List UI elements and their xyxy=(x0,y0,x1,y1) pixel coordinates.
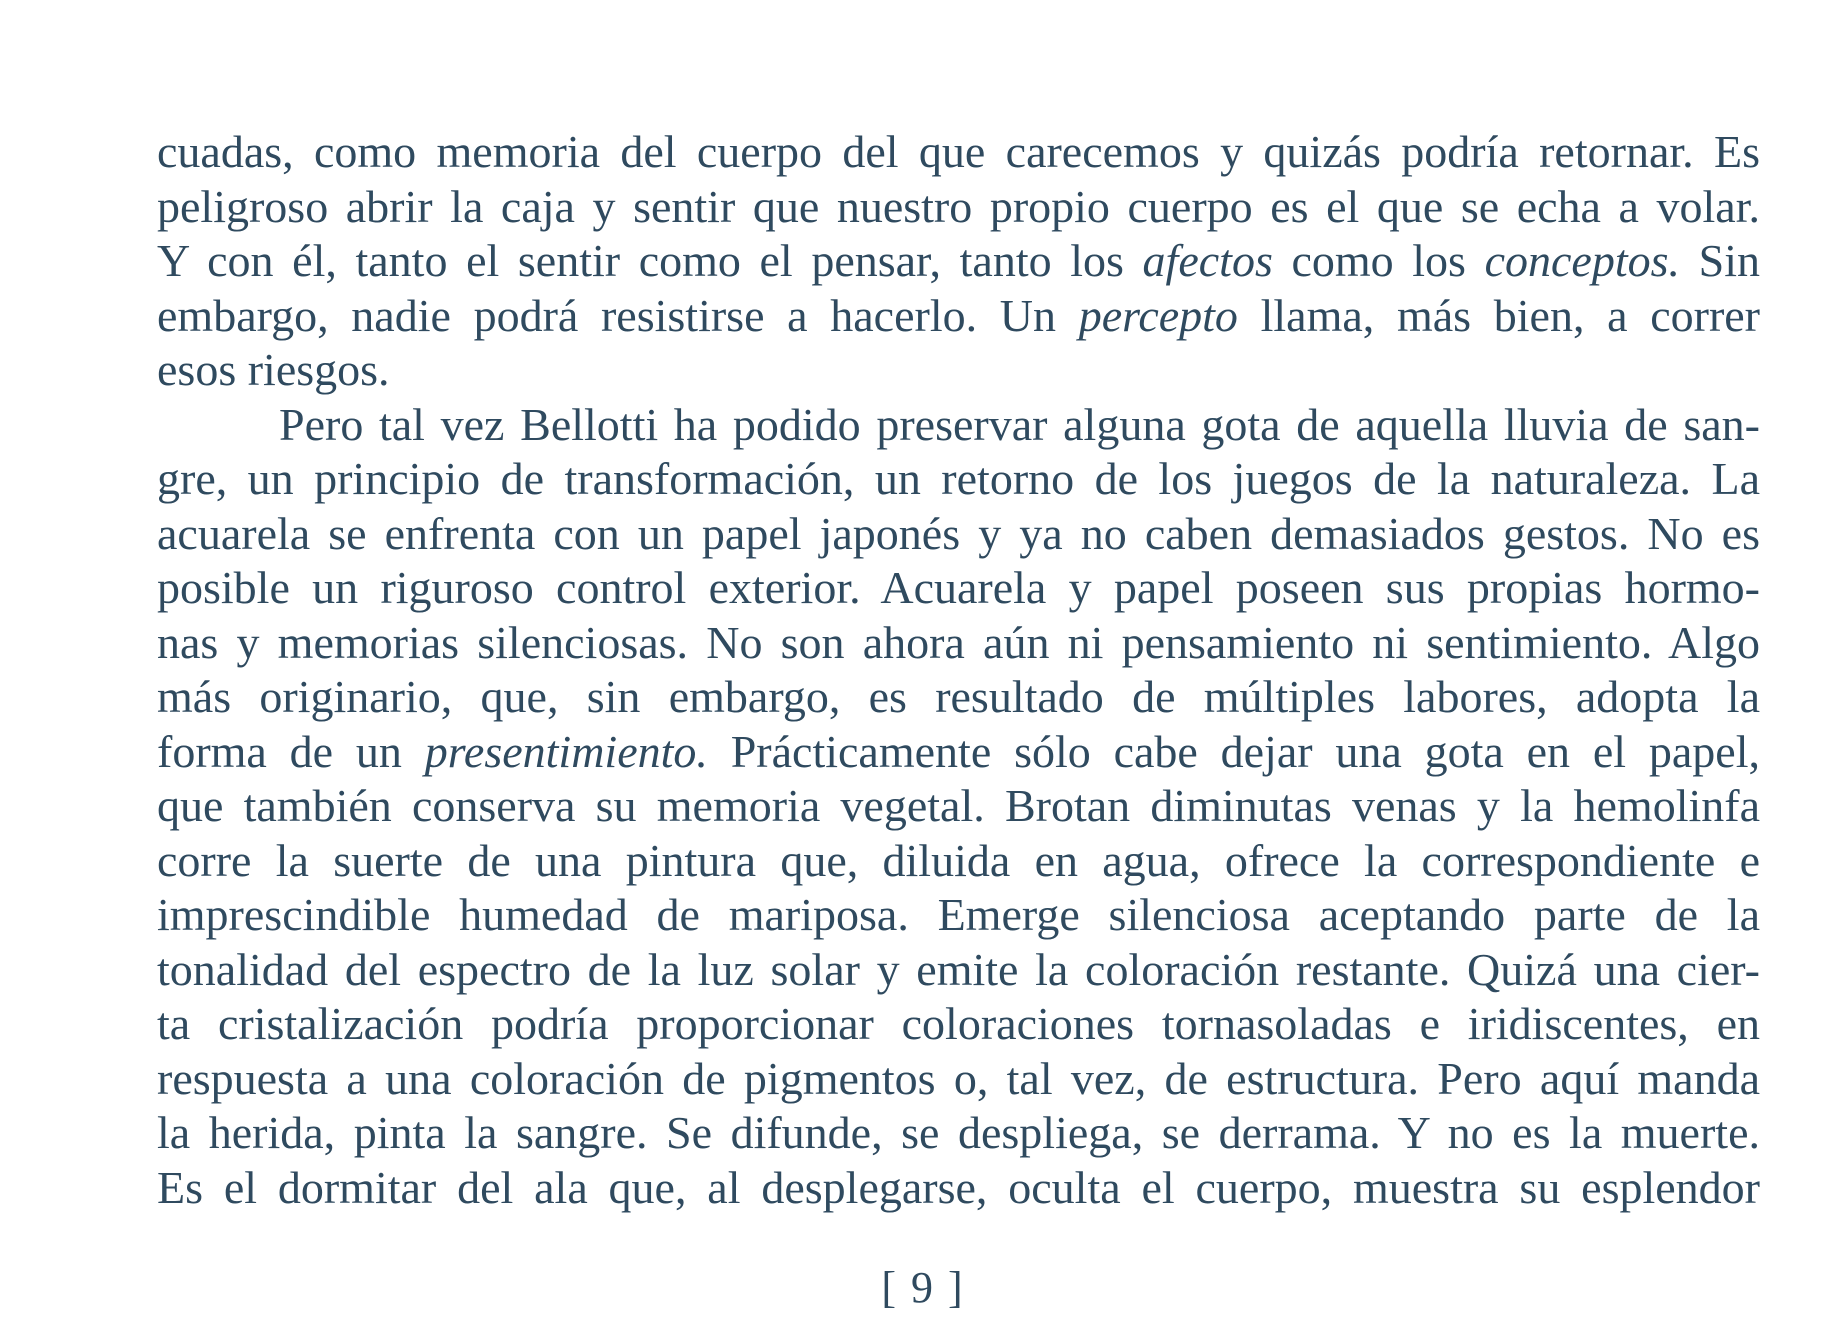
italic-term: afectos xyxy=(1142,235,1273,286)
text-line: gre, un principio de transformación, un retorno de los juegos de la naturaleza. La xyxy=(157,453,1760,504)
text-line xyxy=(157,234,1760,289)
text-line xyxy=(157,289,1760,344)
page-number: [ 9 ] xyxy=(881,1263,965,1312)
text-run: embargo, nadie podrá resistirse a hacerlo. Un xyxy=(157,289,1079,341)
text-line: Pero tal vez Bellotti ha podido preservar alguna gota de aquella lluvia de san- xyxy=(279,398,1760,450)
text-line: respuesta a una coloración de pigmentos o, tal vez, de estructura. Pero aquí manda xyxy=(157,1052,1760,1104)
text-line: ta cristalización podría proporcionar coloraciones tornasoladas e iridiscentes, en xyxy=(157,998,1760,1049)
text-line: que también conserva su memoria vegetal. Brotan diminutas venas y la hemolinfa xyxy=(157,780,1760,831)
text-run: Sin xyxy=(1680,235,1760,286)
text-line: Es el dormitar del ala que, al desplegarse, oculta el cuerpo, muestra su esplendor xyxy=(157,1161,1760,1213)
text-line: más originario, que, sin embargo, es resultado de múltiples labores, adopta la xyxy=(157,671,1760,722)
paragraph xyxy=(157,125,1760,398)
text-line: posible un riguroso control exterior. Acuarela y papel poseen sus propias hormo- xyxy=(157,562,1760,613)
text-line: tonalidad del espectro de la luz solar y emite la coloración restante. Quizá una cier- xyxy=(157,943,1760,995)
paragraph xyxy=(157,398,1760,1216)
text-run: llama, más bien, a correr xyxy=(1237,289,1760,341)
text-line: esos riesgos. xyxy=(157,344,390,395)
text-run: como los xyxy=(1272,235,1485,286)
text-line: acuarela se enfrenta con un papel japonés y ya no caben demasiados gestos. No es xyxy=(157,507,1760,559)
text-run: forma de un xyxy=(157,725,425,777)
text-line: nas y memorias silenciosas. No son ahora aún ni pensamiento ni sentimiento. Algo xyxy=(157,616,1760,668)
text-run: Y con él, tanto el sentir como el pensar, tanto los xyxy=(157,235,1143,286)
body-text xyxy=(157,125,1760,1215)
italic-term: conceptos. xyxy=(1484,235,1681,286)
text-line: cuadas, como memoria del cuerpo del que carecemos y quizás podría retornar. Es xyxy=(157,126,1760,177)
text-line xyxy=(157,725,1760,780)
text-line: la herida, pinta la sangre. Se difunde, se despliega, se derrama. Y no es la muerte. xyxy=(157,1107,1760,1158)
italic-term: presentimiento. xyxy=(424,725,708,777)
text-line: corre la suerte de una pintura que, diluida en agua, ofrece la correspondiente e xyxy=(157,834,1760,886)
italic-term: percepto xyxy=(1078,289,1238,341)
text-line: peligroso abrir la caja y sentir que nuestro propio cuerpo es el que se echa a volar. xyxy=(157,180,1760,232)
text-line: imprescindible humedad de mariposa. Emerge silenciosa aceptando parte de la xyxy=(157,889,1760,940)
text-run: Prácticamente sólo cabe dejar una gota en el papel, xyxy=(707,725,1760,777)
